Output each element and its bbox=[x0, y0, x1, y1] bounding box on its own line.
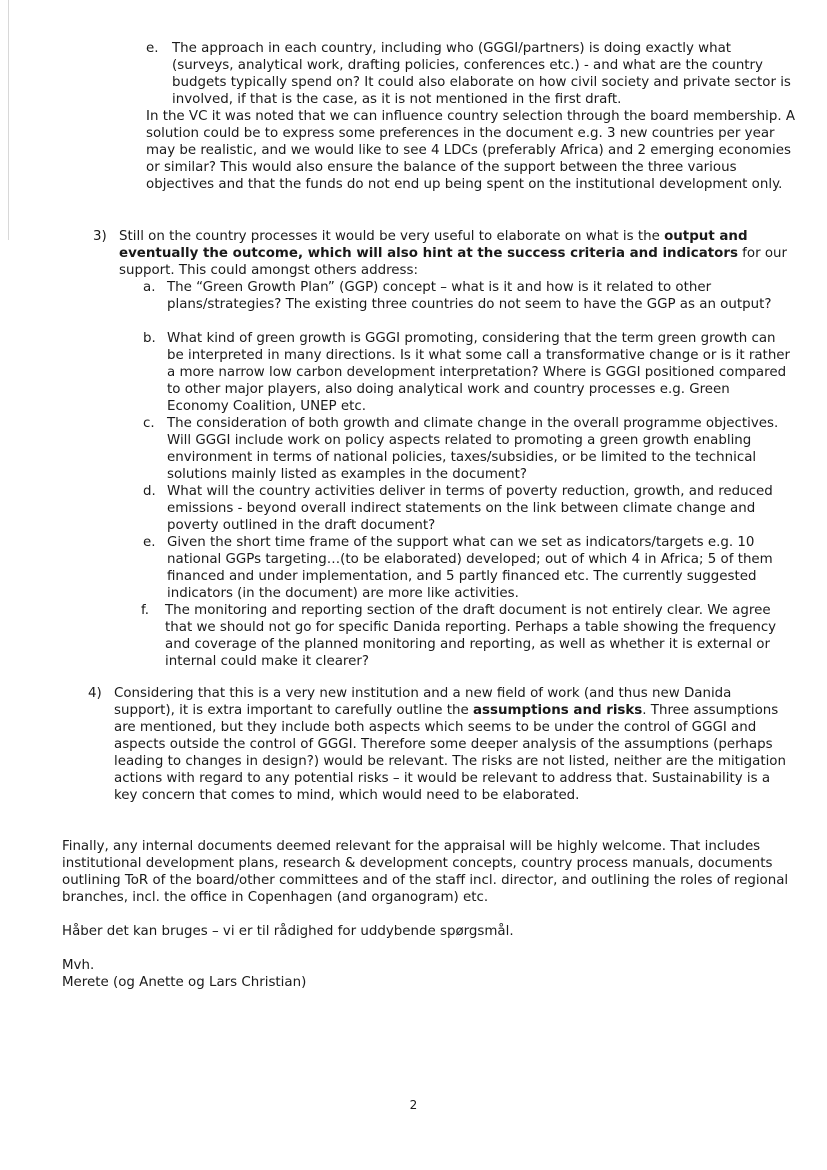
signature bbox=[62, 974, 792, 991]
list-item-text: The approach in each country, including who (GGGI/partners) is doing exactly what (surveys, analytical work, drafting policies, conferences etc.) - and what are the country budgets typically spend on? It could also elaborate on how civil society and private sector is involved, if that is the case, as it is not mentioned in the first draft. bbox=[172, 41, 791, 107]
list-item-text: The “Green Growth Plan” (GGP) concept – what is it and how is it related to other plans/strategies? The existing three countries do not seem to have the GGP as an output? bbox=[167, 280, 772, 312]
list-marker: b. bbox=[143, 331, 156, 346]
scan-edge-line bbox=[8, 0, 9, 240]
list-item-text: What kind of green growth is GGGI promoting, considering that the term green growth can be interpreted in many directions. Is it what some call a transformative change or is it rather a more narrow low carbon development interpretation? Where is GGGI positioned compared to other major players, also doing analytical work and country processes e.g. Green Economy Coalition, UNEP etc. bbox=[167, 331, 791, 414]
text-run: Still on the country processes it would be very useful to elaborate on what is the bbox=[119, 229, 665, 244]
paragraph-text: In the VC it was noted that we can influence country selection through the board membership. A solution could be to express some preferences in the document e.g. 3 new countries per year may be realistic, and we would like to see 4 LDCs (preferably Africa) and 2 emerging economies or similar? This would also ensure the balance of the support between the three various objectives and that the funds do not end up being spent on the institutional development only. bbox=[146, 109, 796, 192]
text-run: for our support. This could amongst others address: bbox=[119, 246, 788, 278]
list-item-text: The monitoring and reporting section of the draft document is not entirely clear. We agree that we should not go for specific Danida reporting. Perhaps a table showing the frequency and coverage of the planned monitoring and reporting, as well as whether it is external or internal could make it clearer? bbox=[165, 603, 777, 669]
text-run: . Three assumptions are mentioned, but they include both aspects which seems to be under the control of GGGI and aspects outside the control of GGGI. Therefore some deeper analysis of the assumptions (perhaps leading to changes in design?) would be relevant. The risks are not listed, neither are the mitigation actions with regard to any potential risks – it would be relevant to address that. Sustainability is a key concern that comes to mind, which would need to be elaborated. bbox=[114, 703, 786, 803]
numbered-point-3 bbox=[93, 228, 790, 279]
point-number: 4) bbox=[88, 686, 102, 701]
list-marker: e. bbox=[146, 41, 159, 56]
closing-line bbox=[62, 923, 792, 940]
list-marker: e. bbox=[143, 535, 156, 550]
sub-item-a bbox=[143, 279, 791, 313]
signoff-text: Mvh. bbox=[62, 958, 95, 973]
sub-item-f bbox=[141, 602, 793, 670]
bold-emphasis: output and eventually the outcome, which will also hint at the success criteria and indicators bbox=[119, 229, 748, 261]
list-marker: f. bbox=[141, 603, 149, 618]
point-text bbox=[114, 685, 790, 804]
vc-paragraph bbox=[146, 108, 798, 193]
list-item-text: What will the country activities deliver in terms of poverty reduction, growth, and reduced emissions - beyond overall indirect statements on the link between climate change and poverty outlined in the draft document? bbox=[167, 484, 773, 533]
page-number: 2 bbox=[409, 1098, 418, 1112]
finally-paragraph bbox=[62, 838, 792, 906]
point-intro-text bbox=[119, 228, 790, 279]
text-run: Considering that this is a very new institution and a new field of work (and thus new Danida support), it is extra important to carefully outline the bbox=[114, 686, 732, 718]
sub-item-b bbox=[143, 330, 791, 415]
list-item-text: The consideration of both growth and climate change in the overall programme objectives. Will GGGI include work on policy aspects related to promoting a green growth enabling environment in terms of national policies, taxes/subsidies, or be limited to the technical solutions mainly listed as examples in the document? bbox=[167, 416, 779, 482]
numbered-point-4 bbox=[88, 685, 790, 804]
sub-item-c bbox=[143, 415, 791, 483]
list-item-text: Given the short time frame of the support what can we set as indicators/targets e.g. 10 national GGPs targeting…(to be elaborated) developed; out of which 4 in Africa; 5 of them financed and under implementation, and 5 partly financed etc. The currently suggested indicators (in the document) are more like activities. bbox=[167, 535, 773, 601]
signature-text: Merete (og Anette og Lars Christian) bbox=[62, 975, 307, 990]
list-item-e-top bbox=[146, 40, 792, 108]
list-marker: d. bbox=[143, 484, 156, 499]
point-number: 3) bbox=[93, 229, 107, 244]
signoff bbox=[62, 957, 792, 974]
sub-item-e bbox=[143, 534, 791, 602]
bold-emphasis: assumptions and risks bbox=[473, 703, 643, 718]
closing-text: Håber det kan bruges – vi er til rådighed for uddybende spørgsmål. bbox=[62, 924, 514, 939]
list-marker: a. bbox=[143, 280, 156, 295]
list-marker: c. bbox=[143, 416, 155, 431]
sub-item-d bbox=[143, 483, 791, 534]
paragraph-text: Finally, any internal documents deemed relevant for the appraisal will be highly welcome. That includes institutional development plans, research & development concepts, country process manuals, documents outlining ToR of the board/other committees and of the staff incl. director, and outlining the roles of regional branches, incl. the office in Copenhagen (and organogram) etc. bbox=[62, 839, 789, 905]
